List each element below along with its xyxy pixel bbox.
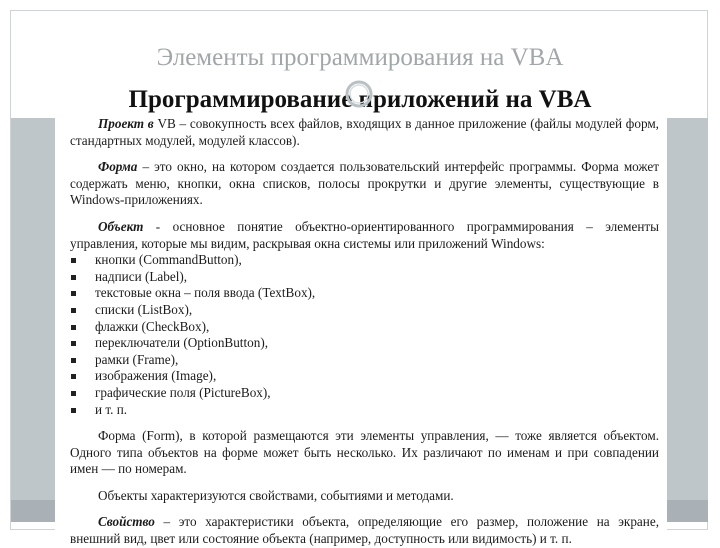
paragraph-characteristics: Объекты характеризуются свойствами, событиями и методами. xyxy=(98,487,454,503)
ring-ornament-icon xyxy=(343,78,375,110)
term-form: Форма xyxy=(98,159,138,175)
list-item: изображения (Image), xyxy=(70,368,659,385)
list-item: надписи (Label), xyxy=(70,269,659,286)
controls-list xyxy=(70,252,659,418)
term-property: Свойство xyxy=(98,514,155,530)
document-page xyxy=(55,116,667,547)
list-item: текстовые окна – поля ввода (TextBox), xyxy=(70,285,659,302)
list-item: рамки (Frame), xyxy=(70,352,659,369)
text-project: VB – совокупность всех файлов, входящих в данное приложение (файлы модулей форм, стандартных модулей, модулей классов). xyxy=(70,116,659,148)
term-project: Проект в xyxy=(98,116,154,131)
slide-subtitle: Программирование приложений на VBA xyxy=(128,86,592,113)
list-item: переключатели (OptionButton), xyxy=(70,335,659,352)
slide-title: Элементы программирования на VBA xyxy=(156,44,564,71)
text-object: - основное понятие объектно-ориентированного программирования – элементы управления, которые мы видим, раскрывая окна системы или приложений Windows: xyxy=(70,218,659,251)
list-item: и т. п. xyxy=(70,402,659,419)
text-property: – это характеристики объекта, определяющие его размер, положение на экране, внешний вид, цвет или состояние объекта (например, доступность или видимость) и т. п. xyxy=(70,514,659,547)
paragraph-property xyxy=(70,514,659,547)
paragraph-project xyxy=(70,116,659,149)
paragraph-form xyxy=(70,159,659,209)
text-form: – это окно, на котором создается пользовательский интерфейс программы. Форма может содержать меню, кнопки, окна списков, полосы прокрутки и другие элементы, существующие в Windows-приложениях. xyxy=(70,159,659,208)
paragraph-form-object: Форма (Form), в которой размещаются эти элементы управления, — тоже является объектом. Одного типа объектов на форме может быть несколько. Их различают по именам и при совпадении имен — по номерам. xyxy=(70,428,659,477)
list-item: списки (ListBox), xyxy=(70,302,659,319)
paragraph-object xyxy=(70,219,659,252)
list-item: графические поля (PictureBox), xyxy=(70,385,659,402)
list-item: кнопки (CommandButton), xyxy=(70,252,659,269)
list-item: флажки (CheckBox), xyxy=(70,319,659,336)
term-object: Объект xyxy=(98,218,144,234)
